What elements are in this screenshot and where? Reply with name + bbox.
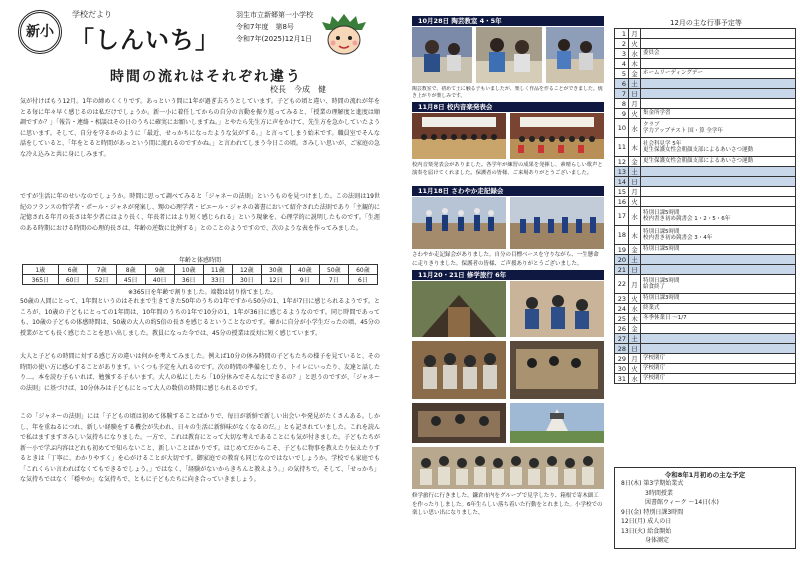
calendar-row: [615, 157, 796, 167]
calendar-day: 28: [615, 344, 629, 354]
calendar-day: 17: [615, 207, 629, 226]
essay-author: 校長 今成 健: [270, 85, 326, 94]
days-cell: 9日: [290, 275, 319, 285]
pottery-class-photos: [412, 27, 604, 83]
event-heading: 10月28日 陶芸教室 4・5年: [412, 16, 604, 26]
calendar-weekday: 水: [629, 207, 641, 226]
calendar-event: 学校閉庁: [641, 364, 796, 374]
days-cell: 30日: [232, 275, 261, 285]
newsletter-title: 「しんいち」: [70, 25, 220, 54]
calendar-event: 集金所学習: [641, 109, 796, 119]
school-emblem: [18, 10, 62, 54]
calendar-day: 8: [615, 99, 629, 109]
calendar-row: [615, 119, 796, 138]
calendar-weekday: 木: [629, 226, 641, 245]
calendar-event: 特別日課3時間: [641, 294, 796, 304]
calendar-weekday: 火: [629, 364, 641, 374]
calendar-event: クラブ 学力アップテスト 国・算 全学年: [641, 119, 796, 138]
calendar-row: [615, 314, 796, 324]
calendar-event: 委員会: [641, 49, 796, 59]
calendar-day: 18: [615, 226, 629, 245]
calendar-row: [615, 354, 796, 364]
calendar-weekday: 木: [629, 314, 641, 324]
calendar-weekday: 金: [629, 157, 641, 167]
calendar-weekday: 土: [629, 79, 641, 89]
calendar-day: 25: [615, 314, 629, 324]
age-cell: 11歳: [203, 265, 232, 275]
school-emblem-text: 新小: [26, 24, 54, 40]
calendar-event: 更生保護女性会朝顔支部によるあいさつ運動: [641, 157, 796, 167]
january-line: 3時間授業: [621, 489, 673, 497]
calendar-row: [615, 245, 796, 255]
calendar-day: 21: [615, 265, 629, 275]
calendar-day: 5: [615, 69, 629, 79]
calendar-event: ホームリーディングデー: [641, 69, 796, 79]
days-row: [23, 275, 378, 285]
age-cell: 1歳: [23, 265, 59, 275]
calendar-day: 24: [615, 304, 629, 314]
calendar-day: 26: [615, 324, 629, 334]
school-trip-photos: [412, 281, 604, 489]
calendar-event: [641, 334, 796, 344]
age-cell: 12歳: [232, 265, 261, 275]
calendar-row: [615, 138, 796, 157]
calendar-event: [641, 177, 796, 187]
event-heading: 11月8日 校内音楽発表会: [412, 102, 604, 112]
age-cell: 10歳: [174, 265, 203, 275]
event-caption: 校内音楽発表会がありました。各学年が練習の成果を発揮し、素晴らしい歌声と演奏を届けてくれました。保護者の皆様、ご来場ありがとうございました。: [412, 162, 603, 177]
calendar-day: 3: [615, 49, 629, 59]
calendar-row: [615, 265, 796, 275]
event-heading: 11月20・21日 修学旅行 6年: [412, 270, 604, 280]
calendar-row: [615, 187, 796, 197]
january-line: 身体測定: [621, 537, 670, 544]
calendar-weekday: 金: [629, 69, 641, 79]
calendar-day: 10: [615, 119, 629, 138]
calendar-row: [615, 39, 796, 49]
calendar-weekday: 月: [629, 99, 641, 109]
calendar-weekday: 木: [629, 138, 641, 157]
calendar-event: [641, 59, 796, 69]
calendar-row: [615, 226, 796, 245]
january-line: 13日(火) 給食開始: [621, 527, 672, 535]
essay-paragraph: ですが生活に年のせいなのでしょうか。時間に思って調べてみると「ジャネーの法則」というものを見つけました。この法則は19世紀のフランスの哲学者・ポール・ジャネが発案し、甥の心理学者・ピエール・ジャネの著書において紹介された法則であり「主観的に記憶される年月の長さは年少者にはより長く、年長者にはより短く感じられる」という現象を、心理学的に説明したものです。「生涯のある時期における時間の心理的長さは、年齢の逆数に比例する」とのことのようですので、次のような表を作ってみました。: [20, 193, 380, 232]
calendar-weekday: 金: [629, 324, 641, 334]
calendar-event: [641, 265, 796, 275]
calendar-row: [615, 344, 796, 354]
event-caption: 修学旅行に行きました。鎌倉市内をグループで見学したり、箱根で寄木細工を作ったりしました。6年生らしい落ち着いた行動をとれました。小学校での楽しい思い出になりました。: [412, 493, 603, 516]
age-cell: 9歳: [145, 265, 174, 275]
calendar-day: 7: [615, 89, 629, 99]
calendar-event: [641, 197, 796, 207]
calendar-day: 15: [615, 187, 629, 197]
essay-paragraph: 50歳の人間にとって、1年間というのはそれまで生きてきた50年のうちの1年ですから50分の1、1年が7日に感じられるようです。ところが、10歳の子どもにとっての1年間は、10年間のうちの1年で10分の1、1年が36日に感じるようなのです。同じ時間であっても、10歳の子どもの体感時間は、50歳の大人の約5倍の長さを感じるということなのです。確かに自分が小学生だったの頃、45分の授業がとても長く感じたことを思い出しました。教員になった今では、45分の授業は反対に短く感じています。: [20, 298, 380, 337]
calendar-row: [615, 49, 796, 59]
age-cell: 6歳: [58, 265, 87, 275]
calendar-weekday: 金: [629, 245, 641, 255]
table-note: ※365日を年齢で割りました。端数は切り捨てました。: [128, 289, 277, 296]
calendar-event: [641, 29, 796, 39]
calendar-day: 4: [615, 59, 629, 69]
essay-title: 時間の流れはそれぞれ違う: [110, 69, 302, 85]
days-cell: 40日: [145, 275, 174, 285]
age-cell: 60歳: [348, 265, 377, 275]
calendar-weekday: 火: [629, 39, 641, 49]
january-line: 12日(月) 成人の日: [621, 518, 672, 525]
publication-info: [236, 9, 313, 45]
essay-paragraph: この「ジャネーの法則」には「子どもの頃は初めて体験することばかりで、毎日が新鮮で新しい出会いや発見がたくさんある。しかし、年を重ねるにつれ、新しい経験をする機会が失われ、日々の生活に新鮮味がなくなるのだ。」とも記されていました。これを読んで私はますますさみしい気持ちになりました。一方で、これは教育にとって大切な考えであることにも気が付きました。子どもたちが新一小で学ぶ内容はどれも初めてで知らないこと、新しいことばかりです。はじめてだからこそ、子どもに物事を教えたり伝えたりするときは「丁寧に、わかりやすく」を心がけることが大切です。御家庭での教育も同じなのではないでしょうか。学校でも家庭でも「これくらい言わればなくてもできるでしょう。」ではなく、「経験がないからきちんと教えよう。」の気持ちで。そして、「せっかち」な気持ちではなく「穏やか」な気持ちで、ともに子どもたちに向き合っていきましょう。: [20, 413, 380, 483]
age-row: [23, 265, 378, 275]
calendar-weekday: 火: [629, 197, 641, 207]
age-cell: 7歳: [87, 265, 116, 275]
january-schedule: [614, 467, 796, 549]
calendar-event: 特別日課5時間 校内書き初め競書会 3・4年: [641, 226, 796, 245]
calendar-row: [615, 59, 796, 69]
calendar-day: 1: [615, 29, 629, 39]
calendar-event: 社会科見学 5年 更生保護女性会朝顔支部によるあいさつ運動: [641, 138, 796, 157]
calendar-row: [615, 207, 796, 226]
calendar-event: [641, 324, 796, 334]
calendar-event: [641, 187, 796, 197]
calendar-row: [615, 89, 796, 99]
calendar-event: 特別日課5時間 給食終了: [641, 275, 796, 294]
calendar-weekday: 日: [629, 177, 641, 187]
january-line: 8日(木) 第3学期始業式: [621, 480, 684, 487]
calendar-day: 2: [615, 39, 629, 49]
calendar-row: [615, 177, 796, 187]
issue-number: 令和7年度 第8号: [236, 23, 294, 31]
music-recital-photos: [412, 113, 604, 159]
calendar-event: [641, 89, 796, 99]
calendar-day: 29: [615, 354, 629, 364]
days-cell: 33日: [203, 275, 232, 285]
calendar-day: 6: [615, 79, 629, 89]
calendar-day: 31: [615, 374, 629, 384]
calendar-day: 9: [615, 109, 629, 119]
calendar-row: [615, 334, 796, 344]
calendar-weekday: 水: [629, 119, 641, 138]
calendar-event: 冬季休業日 ～1/7: [641, 314, 796, 324]
calendar-row: [615, 324, 796, 334]
calendar-weekday: 土: [629, 167, 641, 177]
calendar-weekday: 月: [629, 354, 641, 364]
calendar-weekday: 土: [629, 334, 641, 344]
january-line: 9日(金) 特別日課3時間: [621, 508, 684, 516]
essay-paragraph: 気が付けばもう12月。1年の締めくくりです。あっという間に1年が過ぎ去ろうとしています。子どもの頃と違い、時間の流れが年をとる毎に年々早く感じるのは私だけでしょうか。新一小に着任してからの自分の言動を振り返ってみると、「授業の理解度と進度は順調ですか？」「報告・連絡・相談はその日のうちに確実にお願いしますね。」とやたら先生方に声をかけて、先生方を急かしていたように思います。そして、自分を守るかのように「最近、せっかちになったような気がする。」と言ってしまう始末です。職員室でそんな話をしていると、「年をとると時間があっという間に流れるのですかね。」と言われてしまう今日この頃。さみしい思いが、ご家庭の急な冷え込みと共に身にしみます。: [20, 98, 380, 158]
age-cell: 50歳: [319, 265, 348, 275]
calendar-day: 20: [615, 255, 629, 265]
calendar-row: [615, 167, 796, 177]
calendar-weekday: 月: [629, 187, 641, 197]
school-name: 羽生市立新郷第一小学校: [236, 11, 313, 19]
calendar-event: 特別日課5時間 校内書き初め競書会 1・2・5・6年: [641, 207, 796, 226]
calendar-weekday: 木: [629, 59, 641, 69]
days-cell: 60日: [58, 275, 87, 285]
calendar-event: [641, 167, 796, 177]
days-cell: 7日: [319, 275, 348, 285]
calendar-row: [615, 255, 796, 265]
calendar-row: [615, 197, 796, 207]
calendar-weekday: 水: [629, 304, 641, 314]
calendar-weekday: 月: [629, 29, 641, 39]
calendar-day: 12: [615, 157, 629, 167]
running-event-photos: [412, 197, 604, 249]
school-mascot-illustration: [320, 10, 368, 58]
calendar-event: 学校閉庁: [641, 354, 796, 364]
calendar-day: 22: [615, 275, 629, 294]
newsletter-back-page: [402, 0, 800, 566]
calendar-event: [641, 39, 796, 49]
calendar-day: 16: [615, 197, 629, 207]
calendar-event: [641, 255, 796, 265]
january-line: 図書館ウィーク ～14日(水): [621, 499, 719, 506]
calendar-event: [641, 79, 796, 89]
days-cell: 6日: [348, 275, 377, 285]
calendar-day: 30: [615, 364, 629, 374]
calendar-weekday: 土: [629, 255, 641, 265]
newsletter-front-page: [0, 0, 398, 566]
calendar-weekday: 日: [629, 265, 641, 275]
january-heading: 令和8年1月初めの主な予定: [664, 471, 746, 479]
calendar-title: 12月の主な行事予定等: [670, 19, 742, 27]
calendar-event: [641, 99, 796, 109]
calendar-event: 特別日課5時間: [641, 245, 796, 255]
calendar-row: [615, 79, 796, 89]
calendar-weekday: 水: [629, 49, 641, 59]
calendar-event: 終業式: [641, 304, 796, 314]
age-cell: 40歳: [290, 265, 319, 275]
calendar-day: 11: [615, 138, 629, 157]
calendar-row: [615, 109, 796, 119]
calendar-row: [615, 99, 796, 109]
calendar-day: 27: [615, 334, 629, 344]
calendar-row: [615, 364, 796, 374]
days-cell: 52日: [87, 275, 116, 285]
days-cell: 36日: [174, 275, 203, 285]
event-caption: さわやか走記録会がありました。自分の目標ベースを守りながら、一生懸命に走りきりました。保護者の皆様、ご声援ありがとうございました。: [412, 252, 599, 267]
calendar-weekday: 日: [629, 89, 641, 99]
days-cell: 12日: [261, 275, 290, 285]
table-caption: 年齢と体感時間: [178, 257, 221, 264]
calendar-event: 学校閉庁: [641, 374, 796, 384]
calendar-day: 23: [615, 294, 629, 304]
calendar-row: [615, 294, 796, 304]
calendar-weekday: 火: [629, 109, 641, 119]
calendar-event: [641, 344, 796, 354]
age-cell: 30歳: [261, 265, 290, 275]
calendar-row: [615, 29, 796, 39]
calendar-row: [615, 374, 796, 384]
days-cell: 45日: [116, 275, 145, 285]
calendar-weekday: 月: [629, 275, 641, 294]
essay-paragraph: 大人と子どもの時間に対する感じ方の違いは何かを考えてみました。例えば10分の休み時間の子どもたちの様子を見ていると、その時間の使い方に感心することがあります。いくつも予定を入れるのです。次の時間の準備をしたり、トイレにいったり、友達と話したり…。本を読む子もいれば、勉強する子もいます。大人の私にしたら「10分休みでそんなにできるの？」と思うのですが、「ジャネーの法則」に基づけば、10分休みは子どもにとって大人の数倍の時間に感じられるのです。: [20, 353, 380, 392]
newsletter-kicker: 学校だより: [72, 10, 112, 19]
calendar-weekday: 火: [629, 294, 641, 304]
event-heading: 11月18日 さわやか走記録会: [412, 186, 604, 196]
event-caption: 陶芸教室で、初めて土に触る子もいましたが、楽しく作品を作ることができました。焼き上がりが楽しみです。: [412, 86, 603, 100]
calendar-day: 14: [615, 177, 629, 187]
december-calendar: [614, 28, 796, 384]
calendar-weekday: 水: [629, 374, 641, 384]
calendar-day: 19: [615, 245, 629, 255]
calendar-day: 13: [615, 167, 629, 177]
calendar-row: [615, 69, 796, 79]
calendar-row: [615, 304, 796, 314]
age-cell: 8歳: [116, 265, 145, 275]
issue-date: 令和7年(2025)12月1日: [236, 35, 313, 43]
days-cell: 365日: [23, 275, 59, 285]
age-perception-table: [22, 255, 378, 285]
calendar-weekday: 日: [629, 344, 641, 354]
calendar-row: [615, 275, 796, 294]
